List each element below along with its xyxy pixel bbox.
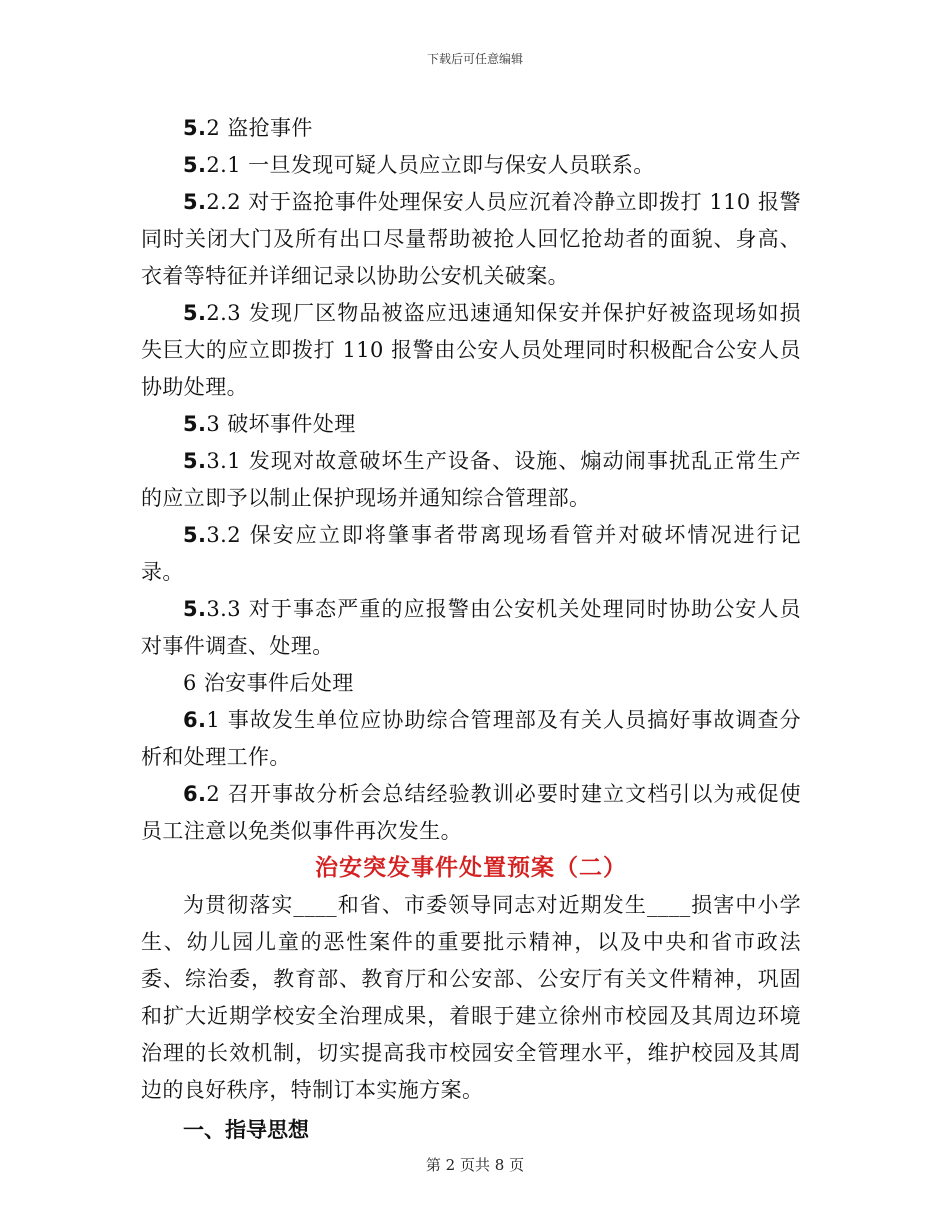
clause-text: 3.3 对于事态严重的应报警由公安机关处理同时协助公安人员对事件调查、处理。: [141, 597, 801, 658]
intro-paragraph: 为贯彻落实____和省、市委领导同志对近期发生____损害中小学生、幼儿园儿童的恶性案件的重要批示精神，以及中央和省市政法委、综治委，教育部、教育厅和公安部、公安厅有关文件精神，巩固和扩大近期学校安全治理成果，着眼于建立徐州市校园及其周边环境治理的长效机制，切实提高我市校园安全管理水平，维护校园及其周边的良好秩序，特制订本实施方案。: [141, 893, 801, 1102]
clause-number: 5.: [183, 190, 207, 214]
clause-text: 2.3 发现厂区物品被盗应迅速通知保安并保护好被盗现场如损失巨大的应立即拨打 110 报警由公安人员处理同时积极配合公安人员协助处理。: [141, 301, 801, 399]
paragraph-6: [141, 665, 801, 702]
clause-number: 5.: [183, 301, 207, 325]
document-body: [141, 110, 801, 1149]
page-footer: 第 2 页共 8 页: [425, 1156, 525, 1174]
clause-text: 3.1 发现对故意破坏生产设备、设施、煽动闹事扰乱正常生产的应立即予以制止保护现场并通知综合管理部。: [141, 449, 801, 510]
paragraph-5-3-3: [141, 591, 801, 665]
clause-text: 2 召开事故分析会总结经验教训必要时建立文档引以为戒促使员工注意以免类似事件再次发生。: [141, 782, 801, 843]
paragraph-5-2-1: [141, 147, 801, 184]
clause-text: 2.1 一旦发现可疑人员应立即与保安人员联系。: [206, 153, 655, 177]
paragraph-5-3-2: [141, 517, 801, 591]
clause-number: 5.: [183, 597, 207, 621]
clause-text: 3.2 保安应立即将肇事者带离现场看管并对破坏情况进行记录。: [141, 523, 801, 584]
clause-text: 2 盗抢事件: [206, 116, 313, 140]
clause-text: 2.2 对于盗抢事件处理保安人员应沉着冷静立即拨打 110 报警同时关闭大门及所有出口尽量帮助被抢人回忆抢劫者的面貌、身高、衣着等特征并详细记录以协助公安机关破案。: [141, 190, 801, 288]
clause-text: 3 破坏事件处理: [206, 412, 356, 436]
paragraph-5-3-1: [141, 443, 801, 517]
clause-number: 6.: [183, 782, 207, 806]
paragraph-5-2: [141, 110, 801, 147]
document-title: 治安突发事件处置预案（二）: [315, 855, 627, 881]
page-header: 下载后可任意编辑: [426, 52, 523, 66]
clause-text: 1 事故发生单位应协助综合管理部及有关人员搞好事故调查分析和处理工作。: [141, 708, 801, 769]
clause-number: 5.: [183, 449, 207, 473]
section-heading: 一、指导思想: [183, 1118, 309, 1142]
paragraph-5-2-2: [141, 184, 801, 295]
paragraph-6-2: [141, 776, 801, 850]
clause-text: 6 治安事件后处理: [183, 671, 354, 695]
paragraph-6-1: [141, 702, 801, 776]
clause-number: 5.: [183, 523, 207, 547]
clause-number: 5.: [183, 116, 207, 140]
clause-number: 5.: [183, 153, 207, 177]
paragraph-5-2-3: [141, 295, 801, 406]
clause-number: 6.: [183, 708, 207, 732]
clause-number: 5.: [183, 412, 207, 436]
paragraph-5-3: [141, 406, 801, 443]
